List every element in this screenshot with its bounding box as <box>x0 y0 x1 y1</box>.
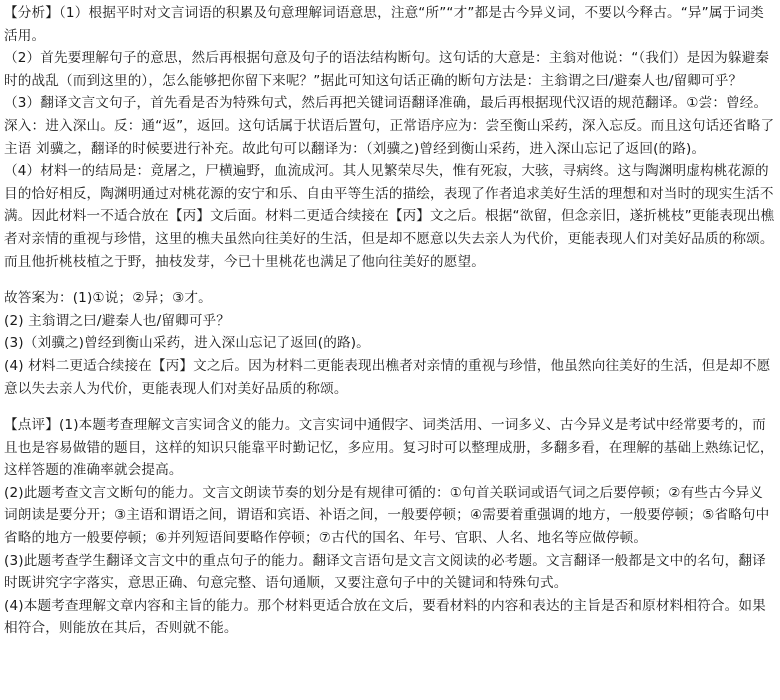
answer-line-3: (3)（刘骥之)曾经到衡山采药，进入深山忘记了返回(的路)。 <box>4 335 370 352</box>
analysis-section <box>4 2 776 273</box>
answer-section <box>4 287 776 400</box>
analysis-paragraph-4: （4）材料一的结局是：竟屠之，尸横遍野，血流成河。其人见繁荣尽失，惟有死寂，大骇，寻病终。这与陶渊明虚构桃花源的目的恰好相反，陶渊明通过对桃花源的安宁和乐、自由平等生活的描绘，表现了作者追求美好生活的理想和对当时的现实生活不满。因此材料一不适合放在【丙】文后面。材料二更适合续接在【丙】文之后。根据“欲留，但念亲旧，遂折桃枝”更能表现出樵者对亲情的重视与珍惜，这里的樵夫虽然向往美好的生活，但是却不愿意以失去亲人为代价，更能表现人们对美好品质的称颂。而且他折桃枝植之于野，抽枝发芽，今已十里桃花也满足了他向往美好的愿望。 <box>4 163 775 270</box>
comment-paragraph-1: 【点评】(1)本题考查理解文言实词含义的能力。文言实词中通假字、词类活用、一词多义、古今异义是考试中经常要考的，而且也是容易做错的题目，这样的知识只能靠平时勤记忆，多应用。复习时可以整理成册，多翻多看，在理解的基础上熟练记忆，这样答题的准确率就会提高。 <box>4 417 774 479</box>
analysis-paragraph-3: （3）翻译文言文句子，首先看是否为特殊句式，然后再把关键词语翻译准确，最后再根据现代汉语的规范翻译。①尝：曾经。深入：进入深山。反：通“返”，返回。这句话属于状语后置句，正常语序应为：尝至衡山采药，深入忘反。而且这句话还省略了主语 刘骥之，翻译的时候要进行补充。故此句可以翻译为：（刘骥之)曾经到衡山采药，进入深山忘记了返回(的路)。 <box>4 95 775 157</box>
answer-line-1: 故答案为：(1)①说；②异；③才。 <box>4 290 212 307</box>
answer-line-2: (2) 主翁谓之曰/避秦人也/留卿可乎？ <box>4 312 231 329</box>
comment-paragraph-4: (4)本题考查理解文章内容和主旨的能力。那个材料更适合放在文后，要看材料的内容和表达的主旨是否和原材料相符合。如果相符合，则能放在其后，否则就不能。 <box>4 597 766 637</box>
section-gap <box>4 400 776 414</box>
comment-section <box>4 414 776 640</box>
comment-paragraph-2: (2)此题考查文言文断句的能力。文言文朗读节奏的划分是有规律可循的：①句首关联词或语气词之后要停顿；②有些古今异义词朗读是要分开；③主语和谓语之间，谓语和宾语、补语之间，一般要停顿；④需要着重强调的地方，一般要停顿；⑤省略句中省略的地方一般要停顿；⑥并列短语间要略作停顿；⑦古代的国名、年号、官职、人名、地名等应做停顿。 <box>4 484 770 547</box>
analysis-paragraph-2: （2）首先要理解句子的意思，然后再根据句意及句子的语法结构断句。这句话的大意是：主翁对他说：“（我们）是因为躲避秦时的战乱（而到这里的），怎么能够把你留下来呢？”据此可知这句话正确的断句方法是：主翁谓之曰/避秦人也/留卿可乎？ <box>4 50 770 89</box>
analysis-paragraph-1: 【分析】（1）根据平时对文言词语的积累及句意理解词语意思，注意“所”“才”都是古今异义词，不要以今释古。“异”属于词类活用。 <box>4 5 764 44</box>
section-gap <box>4 273 776 287</box>
answer-line-4: (4) 材料二更适合续接在【丙】文之后。因为材料二更能表现出樵者对亲情的重视与珍惜，他虽然向往美好的生活，但是却不愿意以失去亲人为代价，更能表现人们对美好品质的称颂。 <box>4 357 771 397</box>
comment-paragraph-3: (3)此题考查学生翻译文言文中的重点句子的能力。翻译文言语句是文言文阅读的必考题。文言翻译一般都是文中的名句，翻译时既讲究字字落实，意思正确、句意完整、语句通顺，又要注意句子中的关键词和特殊句式。 <box>4 552 766 592</box>
